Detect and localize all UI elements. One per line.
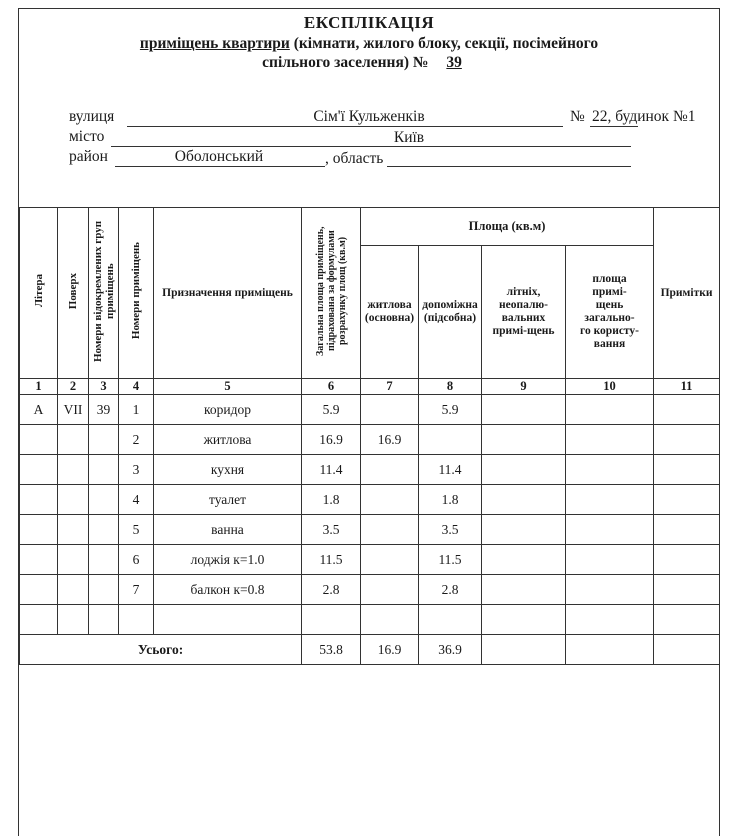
cell-total: 5.9 (302, 395, 361, 425)
header-litera: Літера (20, 208, 58, 379)
cell-floor (58, 545, 89, 575)
cell-group (89, 455, 119, 485)
table-row (20, 425, 720, 455)
col-num: 5 (154, 379, 302, 395)
subtitle-underlined: приміщень квартири (139, 35, 290, 52)
region-label: , область (325, 150, 384, 167)
cell-living (361, 395, 419, 425)
table-row (20, 575, 720, 605)
column-numbers-row (20, 379, 720, 395)
col-num: 7 (361, 379, 419, 395)
table-row (20, 545, 720, 575)
cell-living (361, 485, 419, 515)
col-num: 2 (58, 379, 89, 395)
cell-common (566, 425, 654, 455)
district-value: Оболонський (174, 148, 264, 165)
cell-summer (482, 545, 566, 575)
header-room-numbers: Номери приміщень (119, 208, 154, 379)
cell-aux: 1.8 (419, 485, 482, 515)
header-total-area: Загальна площа приміщень, підрахована за формулами розрахунку площ (кв.м) (302, 208, 361, 379)
subtitle-line2 (19, 54, 719, 72)
totals-total: 53.8 (302, 635, 361, 665)
house-number-label: № (570, 108, 585, 125)
col-num: 11 (654, 379, 720, 395)
cell-litera: А (20, 395, 58, 425)
header-summer: літніх, неопалю-вальних примі-щень (482, 246, 566, 379)
cell-summer (482, 455, 566, 485)
cell-room: 2 (119, 425, 154, 455)
cell-living (361, 515, 419, 545)
cell-floor: VII (58, 395, 89, 425)
document-subtitle (19, 35, 719, 53)
street-label: вулиця (69, 108, 115, 125)
header-auxiliary: допоміжна (підсобна) (419, 246, 482, 379)
cell-group (89, 575, 119, 605)
cell-purpose: лоджія к=1.0 (154, 545, 302, 575)
cell-purpose: ванна (154, 515, 302, 545)
cell-total: 11.5 (302, 545, 361, 575)
city-label: місто (69, 128, 105, 145)
cell-floor (58, 575, 89, 605)
table-row (20, 485, 720, 515)
cell-floor (58, 425, 89, 455)
cell-litera (20, 545, 58, 575)
cell-aux: 11.5 (419, 545, 482, 575)
cell-litera (20, 485, 58, 515)
cell-room: 3 (119, 455, 154, 485)
cell-common (566, 455, 654, 485)
table-row (20, 455, 720, 485)
cell-notes (654, 395, 720, 425)
cell-room: 5 (119, 515, 154, 545)
table-row-empty (20, 605, 720, 635)
cell-litera (20, 515, 58, 545)
cell-notes (654, 425, 720, 455)
cell-notes (654, 635, 720, 665)
cell-room: 6 (119, 545, 154, 575)
header-area-group: Площа (кв.м) (361, 208, 654, 246)
totals-living: 16.9 (361, 635, 419, 665)
subtitle-rest: (кімнати, жилого блоку, секції, посімейного (293, 35, 599, 52)
header-purpose: Призначення приміщень (154, 208, 302, 379)
cell-total: 2.8 (302, 575, 361, 605)
totals-label: Усього: (20, 635, 302, 665)
cell-summer (482, 485, 566, 515)
totals-row (20, 635, 720, 665)
region-underline (387, 166, 631, 167)
col-num: 10 (566, 379, 654, 395)
cell-purpose: кухня (154, 455, 302, 485)
city-value: Київ (393, 129, 425, 146)
cell-summer (482, 425, 566, 455)
apartment-number: 39 (446, 54, 462, 71)
cell-common (566, 575, 654, 605)
cell-common (566, 515, 654, 545)
cell-room: 1 (119, 395, 154, 425)
cell-summer (482, 575, 566, 605)
cell-room: 7 (119, 575, 154, 605)
district-underline (115, 166, 325, 167)
col-num: 8 (419, 379, 482, 395)
cell-summer (482, 635, 566, 665)
cell-group (89, 485, 119, 515)
cell-summer (482, 395, 566, 425)
street-underline (127, 126, 563, 127)
cell-litera (20, 575, 58, 605)
cell-aux: 3.5 (419, 515, 482, 545)
cell-total: 16.9 (302, 425, 361, 455)
cell-common (566, 485, 654, 515)
cell-aux: 2.8 (419, 575, 482, 605)
subtitle-line2-text: спільного заселення) № (262, 54, 429, 71)
cell-notes (654, 485, 720, 515)
district-label: район (69, 148, 108, 165)
cell-living: 16.9 (361, 425, 419, 455)
cell-group (89, 515, 119, 545)
col-num: 6 (302, 379, 361, 395)
document-title: ЕКСПЛІКАЦІЯ (303, 13, 435, 32)
table-row (20, 395, 720, 425)
col-num: 4 (119, 379, 154, 395)
cell-common (566, 545, 654, 575)
cell-common (566, 395, 654, 425)
cell-floor (58, 515, 89, 545)
cell-total: 3.5 (302, 515, 361, 545)
col-num: 3 (89, 379, 119, 395)
header-group-numbers: Номери відокремлених груп приміщень (89, 208, 119, 379)
cell-purpose: коридор (154, 395, 302, 425)
cell-floor (58, 485, 89, 515)
cell-notes (654, 515, 720, 545)
table-row (20, 515, 720, 545)
cell-aux (419, 425, 482, 455)
col-num: 9 (482, 379, 566, 395)
cell-notes (654, 455, 720, 485)
cell-total: 11.4 (302, 455, 361, 485)
cell-living (361, 545, 419, 575)
cell-purpose: балкон к=0.8 (154, 575, 302, 605)
totals-aux: 36.9 (419, 635, 482, 665)
cell-group (89, 425, 119, 455)
header-notes: Примітки (654, 208, 720, 379)
cell-group (89, 545, 119, 575)
house-number-value: 22, будинок №1 (592, 108, 696, 125)
cell-notes (654, 575, 720, 605)
cell-total: 1.8 (302, 485, 361, 515)
cell-purpose: житлова (154, 425, 302, 455)
cell-floor (58, 455, 89, 485)
cell-aux: 5.9 (419, 395, 482, 425)
street-value: Сім'ї Кульженків (313, 108, 425, 125)
cell-living (361, 455, 419, 485)
header-common: площа примі-щень загально-го користу-вання (566, 246, 654, 379)
header-living: житлова (основна) (361, 246, 419, 379)
cell-group: 39 (89, 395, 119, 425)
cell-notes (654, 545, 720, 575)
cell-litera (20, 455, 58, 485)
cell-living (361, 575, 419, 605)
house-number-underline (590, 126, 638, 127)
col-num: 1 (20, 379, 58, 395)
header-floor: Поверх (58, 208, 89, 379)
cell-room: 4 (119, 485, 154, 515)
cell-aux: 11.4 (419, 455, 482, 485)
document-sheet (18, 8, 720, 836)
cell-litera (20, 425, 58, 455)
cell-common (566, 635, 654, 665)
cell-purpose: туалет (154, 485, 302, 515)
cell-summer (482, 515, 566, 545)
explication-table (19, 207, 720, 665)
